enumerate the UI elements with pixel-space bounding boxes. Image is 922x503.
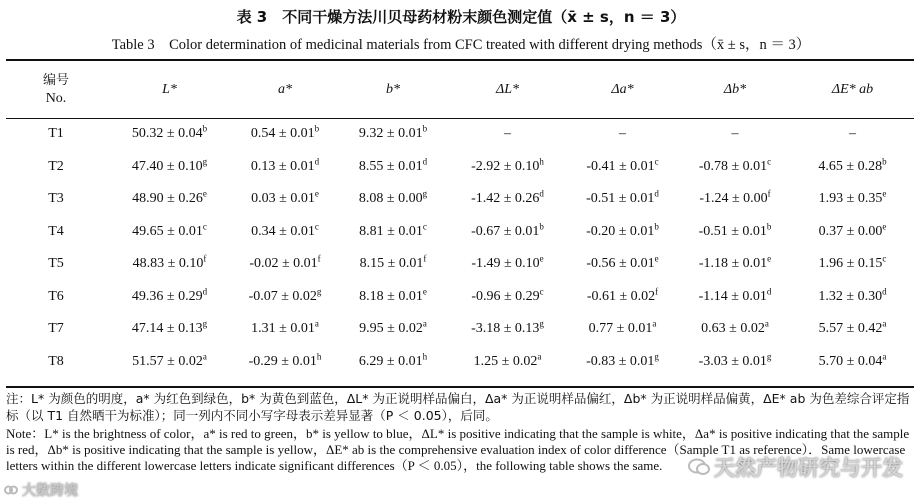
table-row	[6, 248, 914, 281]
table-cell	[233, 183, 337, 216]
cell-value: 47.14 ± 0.13	[131, 321, 203, 337]
table-cell	[233, 346, 337, 379]
cell-value: 8.55 ± 0.01	[358, 158, 423, 174]
significance-letter: g	[316, 286, 322, 297]
significance-letter: d	[766, 286, 772, 297]
cell-value: -0.51 ± 0.01	[586, 191, 655, 207]
cell-value: -1.24 ± 0.00	[699, 191, 768, 207]
table-cell	[106, 183, 233, 216]
significance-letter: c	[654, 156, 659, 167]
wechat-icon	[688, 457, 710, 481]
cell-value: 0.77 ± 0.01	[588, 321, 653, 337]
table-cell	[791, 118, 914, 151]
table-cell	[233, 216, 337, 249]
cell-value: 1.31 ± 0.01	[251, 321, 315, 337]
cell-value: 0.03 ± 0.01	[251, 191, 315, 207]
cell-value: 0.54 ± 0.01	[250, 126, 315, 142]
table-row	[6, 118, 914, 151]
table-row	[6, 183, 914, 216]
significance-letter: d	[314, 156, 320, 167]
significance-letter: c	[767, 156, 772, 167]
significance-letter: a	[652, 318, 657, 329]
table-cell	[337, 248, 449, 281]
cell-value: -0.20 ± 0.01	[586, 223, 655, 239]
significance-letter: e	[422, 286, 427, 297]
cell-value: 1.25 ± 0.02	[473, 353, 538, 369]
table-cell	[791, 151, 914, 184]
significance-letter: e	[539, 253, 544, 264]
significance-letter: e	[654, 253, 659, 264]
significance-letter: a	[764, 318, 769, 329]
table-row	[6, 151, 914, 184]
bottom-rule	[6, 386, 914, 388]
watermark-right-text: 天然产物研究与开发	[714, 456, 903, 480]
table-cell	[106, 118, 233, 151]
cell-value: 4.65 ± 0.28	[818, 158, 883, 174]
header-b: b*	[386, 82, 400, 97]
table-cell	[233, 248, 337, 281]
table-row	[6, 313, 914, 346]
significance-letter: g	[422, 188, 428, 199]
header-col	[449, 62, 566, 118]
header-row	[6, 62, 914, 118]
table-cell	[679, 216, 791, 249]
table-cell	[679, 248, 791, 281]
significance-letter: e	[202, 188, 207, 199]
significance-letter: b	[202, 123, 208, 134]
cell-value: –	[619, 126, 626, 142]
table-cell	[679, 346, 791, 379]
cell-value: 1.32 ± 0.30	[818, 288, 883, 304]
cell-value: 5.57 ± 0.42	[818, 321, 883, 337]
significance-letter: b	[422, 123, 428, 134]
table-body	[6, 118, 914, 378]
cell-value: -1.42 ± 0.26	[471, 191, 540, 207]
table-cell	[106, 346, 233, 379]
header-id	[6, 62, 106, 118]
significance-letter: c	[422, 221, 427, 232]
cell-value: -0.29 ± 0.01	[248, 353, 317, 369]
table-title-en: Table 3 Color determination of medicinal materials from CFC treated with different drying methods（x̄ ± s，n ＝ 3）	[111, 37, 811, 53]
header-id-cn: 编号	[42, 73, 69, 88]
table-cell	[449, 118, 566, 151]
table-title-cn: 表 3 不同干燥方法川贝母药材粉末颜色测定值（x̄ ± s，n ＝ 3）	[236, 8, 686, 26]
table-cell	[449, 248, 566, 281]
significance-letter: a	[537, 351, 542, 362]
table-cell	[233, 313, 337, 346]
cell-value: 47.40 ± 0.10	[131, 158, 203, 174]
cell-value: 0.34 ± 0.01	[251, 223, 315, 239]
significance-letter: f	[317, 253, 321, 264]
significance-letter: b	[766, 221, 772, 232]
header-id-en: No.	[45, 91, 67, 106]
cell-value: –	[731, 126, 739, 142]
table-cell	[449, 281, 566, 314]
significance-letter: f	[423, 253, 427, 264]
significance-letter: f	[203, 253, 207, 264]
table-cell	[679, 151, 791, 184]
significance-letter: c	[882, 253, 887, 264]
significance-letter: g	[766, 351, 772, 362]
table-cell	[791, 183, 914, 216]
table-cell	[233, 281, 337, 314]
significance-letter: g	[654, 351, 659, 362]
cell-value: 5.70 ± 0.04	[818, 353, 883, 369]
table-cell	[106, 216, 233, 249]
table-cell	[337, 313, 449, 346]
significance-letter: d	[654, 188, 659, 199]
cell-value: 49.65 ± 0.01	[132, 223, 203, 239]
table-cell	[791, 248, 914, 281]
significance-letter: h	[422, 351, 428, 362]
cell-value: -0.83 ± 0.01	[586, 353, 655, 369]
cell-value: 8.18 ± 0.01	[359, 288, 423, 304]
table-cell	[449, 216, 566, 249]
table-cell	[791, 216, 914, 249]
header-col	[233, 62, 337, 118]
cell-value: -0.41 ± 0.01	[586, 158, 655, 174]
table-cell	[337, 183, 449, 216]
table-cell	[566, 281, 679, 314]
table-cell	[566, 313, 679, 346]
table-cell	[449, 183, 566, 216]
watermark-left-text: 大数跨境	[22, 483, 78, 499]
cell-value: 48.83 ± 0.10	[132, 256, 204, 272]
table-cell	[233, 118, 337, 151]
significance-letter: d	[882, 286, 887, 297]
table-cell	[566, 346, 679, 379]
table-cell	[679, 118, 791, 151]
table-row	[6, 281, 914, 314]
table-cell	[106, 313, 233, 346]
cell-value: 8.08 ± 0.00	[358, 191, 423, 207]
cell-value: 48.90 ± 0.26	[132, 191, 203, 207]
note-cn: 注：L* 为颜色的明度，a* 为红色到绿色，b* 为黄色到蓝色，ΔL* 为正说明样品偏白，Δa* 为正说明样品偏红，Δb* 为正说明样品偏黄，ΔE* ab 为色差综合评定指标（以 T1 自然晒干为标准）；同一列内不同小写字母表示差异显著（P ＜ 0.05），后同。	[6, 391, 910, 423]
significance-letter: d	[202, 286, 208, 297]
cell-value: 49.36 ± 0.29	[131, 288, 203, 304]
table-cell	[337, 216, 449, 249]
table-cell	[337, 151, 449, 184]
table-cell	[679, 313, 791, 346]
table-cell	[566, 183, 679, 216]
cell-value: -1.14 ± 0.01	[698, 288, 767, 304]
significance-letter: g	[202, 318, 208, 329]
row-id: T1	[48, 126, 64, 142]
cell-value: 0.13 ± 0.01	[250, 158, 315, 174]
significance-letter: c	[314, 221, 319, 232]
table-cell	[566, 216, 679, 249]
row-id: T3	[48, 191, 64, 207]
cell-value: 0.37 ± 0.00	[818, 223, 883, 239]
cell-value: -3.18 ± 0.13	[471, 321, 540, 337]
table-cell	[566, 118, 679, 151]
significance-letter: a	[202, 351, 207, 362]
header-l: L*	[162, 82, 177, 97]
cell-value: –	[849, 126, 856, 142]
table-cell	[791, 281, 914, 314]
significance-letter: e	[314, 188, 319, 199]
table-cell	[679, 281, 791, 314]
table-cell	[106, 248, 233, 281]
row-id: T6	[48, 288, 64, 304]
header-col	[337, 62, 449, 118]
table-cell	[337, 346, 449, 379]
significance-letter: a	[882, 318, 887, 329]
significance-letter: a	[422, 318, 427, 329]
watermark-left	[4, 480, 78, 500]
cell-value: -0.61 ± 0.02	[586, 288, 656, 304]
cell-value: 1.96 ± 0.15	[818, 256, 883, 272]
table-row	[6, 346, 914, 379]
table-cell	[791, 346, 914, 379]
cell-value: 50.32 ± 0.04	[131, 126, 203, 142]
cell-value: -0.67 ± 0.01	[471, 223, 540, 239]
table-row	[6, 216, 914, 249]
significance-letter: g	[202, 156, 208, 167]
cell-value: 9.32 ± 0.01	[358, 126, 423, 142]
row-id: T7	[48, 321, 64, 337]
table-cell	[337, 118, 449, 151]
significance-letter: c	[202, 221, 207, 232]
table-cell	[449, 151, 566, 184]
cell-value: -3.03 ± 0.01	[698, 353, 767, 369]
row-id: T8	[48, 353, 64, 369]
row-id: T4	[48, 223, 64, 239]
significance-letter: g	[539, 318, 544, 329]
significance-letter: h	[539, 156, 544, 167]
table-cell	[679, 183, 791, 216]
table-cell	[566, 248, 679, 281]
significance-letter: e	[882, 221, 887, 232]
cell-value: 0.63 ± 0.02	[701, 321, 765, 337]
header-col	[566, 62, 679, 118]
cell-value: -2.92 ± 0.10	[471, 158, 540, 174]
cell-value: 8.15 ± 0.01	[359, 256, 424, 272]
significance-letter: b	[539, 221, 544, 232]
significance-letter: e	[882, 188, 887, 199]
top-rule	[6, 59, 914, 61]
significance-letter: b	[654, 221, 659, 232]
row-id: T2	[48, 158, 64, 174]
table-cell	[566, 151, 679, 184]
table-cell	[449, 313, 566, 346]
cell-value: -1.18 ± 0.01	[698, 256, 768, 272]
significance-letter: d	[422, 156, 428, 167]
link-icon	[4, 483, 18, 499]
header-col	[791, 62, 914, 118]
significance-letter: h	[316, 351, 322, 362]
cell-value: 9.95 ± 0.02	[359, 321, 423, 337]
header-col	[106, 62, 233, 118]
row-id: T5	[48, 256, 64, 272]
cell-value: -0.02 ± 0.01	[249, 256, 318, 272]
significance-letter: d	[539, 188, 544, 199]
watermark-right	[688, 452, 903, 482]
cell-value: -0.78 ± 0.01	[698, 158, 768, 174]
table-cell	[106, 151, 233, 184]
cell-value: -0.51 ± 0.01	[698, 223, 767, 239]
table-cell	[791, 313, 914, 346]
significance-letter: e	[767, 253, 772, 264]
table-cell	[233, 151, 337, 184]
cell-value: -0.07 ± 0.02	[248, 288, 317, 304]
cell-value: -1.49 ± 0.10	[471, 256, 540, 272]
cell-value: 8.81 ± 0.01	[359, 223, 423, 239]
note-en: Note：L* is the brightness of color，a* is red to green，b* is yellow to blue，ΔL* is positive indicating that the sample is white，Δa* is positive indicating that the sample is red，Δb* is positive indicating that the sample is yellow，ΔE* ab is the comprehensive evaluation index of color difference（Sample T1 as reference）．Same lowercase letters within the different lowercase letters indicate significant differences（P ＜ 0.05），the following table shows the same.	[6, 426, 910, 473]
cell-value: 6.29 ± 0.01	[358, 353, 423, 369]
significance-letter: f	[767, 188, 771, 199]
table-cell	[449, 346, 566, 379]
table-cell	[106, 281, 233, 314]
header-delta-l: ΔL*	[495, 82, 519, 97]
header-delta-a: Δa*	[611, 82, 634, 97]
significance-letter: b	[314, 123, 320, 134]
cell-value: -0.96 ± 0.29	[471, 288, 540, 304]
color-data-table	[6, 62, 914, 378]
significance-letter: a	[882, 351, 887, 362]
header-a: a*	[278, 82, 292, 97]
cell-value: –	[504, 126, 511, 142]
cell-value: 1.93 ± 0.35	[818, 191, 883, 207]
header-col	[679, 62, 791, 118]
significance-letter: f	[655, 286, 659, 297]
significance-letter: a	[314, 318, 319, 329]
significance-letter: b	[882, 156, 887, 167]
header-delta-b: Δb*	[723, 82, 747, 97]
cell-value: -0.56 ± 0.01	[586, 256, 655, 272]
significance-letter: c	[539, 286, 544, 297]
table-cell	[337, 281, 449, 314]
cell-value: 51.57 ± 0.02	[132, 353, 203, 369]
header-delta-e: ΔE* ab	[831, 82, 874, 97]
